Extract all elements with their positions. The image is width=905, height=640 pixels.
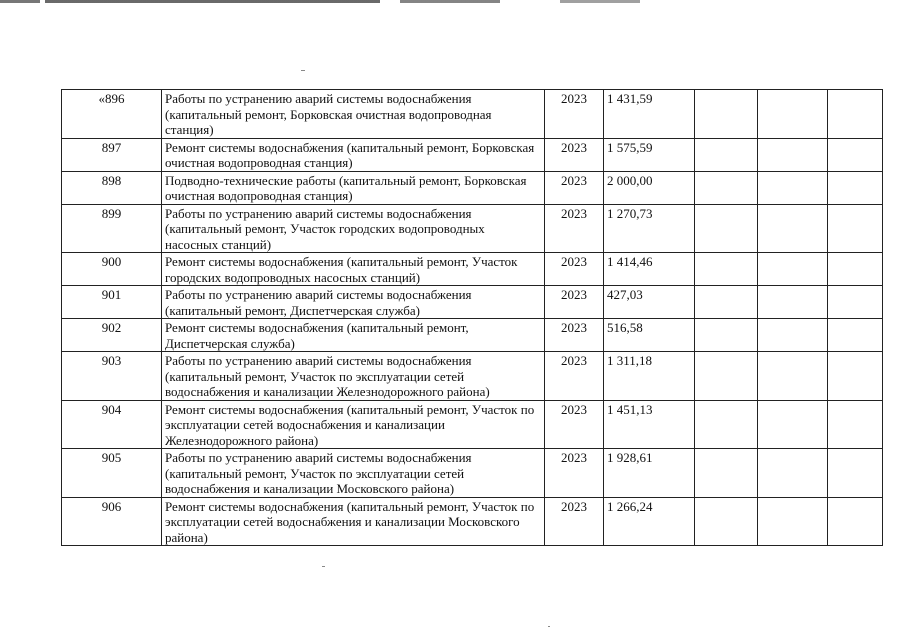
row-number: 905 bbox=[62, 449, 162, 498]
work-description: Работы по устранению аварий системы водоснабжения (капитальный ремонт, Борковская очистная водопроводная станция) bbox=[162, 90, 545, 139]
empty-cell bbox=[758, 352, 828, 401]
year-cell: 2023 bbox=[545, 90, 604, 139]
table-body bbox=[62, 90, 883, 546]
table-row bbox=[62, 204, 883, 253]
amount-cell: 1 928,61 bbox=[604, 449, 695, 498]
table-row bbox=[62, 352, 883, 401]
row-number: 902 bbox=[62, 319, 162, 352]
table-row bbox=[62, 449, 883, 498]
year-cell: 2023 bbox=[545, 204, 604, 253]
empty-cell bbox=[828, 171, 883, 204]
empty-cell bbox=[758, 204, 828, 253]
year-cell: 2023 bbox=[545, 171, 604, 204]
empty-cell bbox=[695, 319, 758, 352]
work-description: Работы по устранению аварий системы водоснабжения (капитальный ремонт, Диспетчерская служба) bbox=[162, 286, 545, 319]
empty-cell bbox=[695, 138, 758, 171]
year-cell: 2023 bbox=[545, 253, 604, 286]
amount-cell: 2 000,00 bbox=[604, 171, 695, 204]
empty-cell bbox=[828, 400, 883, 449]
work-description: Ремонт системы водоснабжения (капитальный ремонт, Борковская очистная водопроводная станция) bbox=[162, 138, 545, 171]
table-row bbox=[62, 319, 883, 352]
empty-cell bbox=[828, 286, 883, 319]
row-number: 906 bbox=[62, 497, 162, 546]
work-description: Работы по устранению аварий системы водоснабжения (капитальный ремонт, Участок по эксплуатации сетей водоснабжения и канализации Железнодорожного района) bbox=[162, 352, 545, 401]
amount-cell: 516,58 bbox=[604, 319, 695, 352]
scan-speck bbox=[322, 566, 325, 567]
empty-cell bbox=[758, 319, 828, 352]
table-row bbox=[62, 253, 883, 286]
year-cell: 2023 bbox=[545, 352, 604, 401]
row-number: 899 bbox=[62, 204, 162, 253]
work-description: Ремонт системы водоснабжения (капитальный ремонт, Участок городских водопроводных насосных станций) bbox=[162, 253, 545, 286]
work-description: Работы по устранению аварий системы водоснабжения (капитальный ремонт, Участок по эксплуатации сетей водоснабжения и канализации Московского района) bbox=[162, 449, 545, 498]
work-description: Подводно-технические работы (капитальный ремонт, Борковская очистная водопроводная станция) bbox=[162, 171, 545, 204]
row-number: 903 bbox=[62, 352, 162, 401]
row-number: 901 bbox=[62, 286, 162, 319]
empty-cell bbox=[695, 352, 758, 401]
year-cell: 2023 bbox=[545, 400, 604, 449]
table-row bbox=[62, 138, 883, 171]
empty-cell bbox=[695, 204, 758, 253]
year-cell: 2023 bbox=[545, 319, 604, 352]
empty-cell bbox=[758, 497, 828, 546]
work-description: Ремонт системы водоснабжения (капитальный ремонт, Диспетчерская служба) bbox=[162, 319, 545, 352]
row-number: 897 bbox=[62, 138, 162, 171]
empty-cell bbox=[828, 449, 883, 498]
empty-cell bbox=[758, 286, 828, 319]
empty-cell bbox=[758, 90, 828, 139]
work-description: Ремонт системы водоснабжения (капитальный ремонт, Участок по эксплуатации сетей водоснабжения и канализации Железнодорожного района) bbox=[162, 400, 545, 449]
empty-cell bbox=[758, 138, 828, 171]
table-row bbox=[62, 171, 883, 204]
empty-cell bbox=[828, 352, 883, 401]
scan-edge-line bbox=[0, 0, 905, 3]
row-number: 904 bbox=[62, 400, 162, 449]
year-cell: 2023 bbox=[545, 286, 604, 319]
table-row bbox=[62, 90, 883, 139]
empty-cell bbox=[695, 253, 758, 286]
empty-cell bbox=[695, 171, 758, 204]
empty-cell bbox=[828, 319, 883, 352]
scan-speck bbox=[548, 626, 550, 627]
table-row bbox=[62, 400, 883, 449]
empty-cell bbox=[695, 497, 758, 546]
empty-cell bbox=[758, 449, 828, 498]
year-cell: 2023 bbox=[545, 138, 604, 171]
empty-cell bbox=[828, 253, 883, 286]
table-row bbox=[62, 286, 883, 319]
year-cell: 2023 bbox=[545, 497, 604, 546]
amount-cell: 1 414,46 bbox=[604, 253, 695, 286]
empty-cell bbox=[695, 286, 758, 319]
empty-cell bbox=[828, 90, 883, 139]
amount-cell: 1 266,24 bbox=[604, 497, 695, 546]
work-description: Ремонт системы водоснабжения (капитальный ремонт, Участок по эксплуатации сетей водоснабжения и канализации Московского района) bbox=[162, 497, 545, 546]
amount-cell: 1 311,18 bbox=[604, 352, 695, 401]
row-number: 898 bbox=[62, 171, 162, 204]
amount-cell: 1 575,59 bbox=[604, 138, 695, 171]
empty-cell bbox=[828, 204, 883, 253]
row-number: 900 bbox=[62, 253, 162, 286]
empty-cell bbox=[758, 253, 828, 286]
amount-cell: 1 270,73 bbox=[604, 204, 695, 253]
empty-cell bbox=[758, 400, 828, 449]
empty-cell bbox=[695, 449, 758, 498]
amount-cell: 427,03 bbox=[604, 286, 695, 319]
year-cell: 2023 bbox=[545, 449, 604, 498]
work-description: Работы по устранению аварий системы водоснабжения (капитальный ремонт, Участок городских водопроводных насосных станций) bbox=[162, 204, 545, 253]
table-row bbox=[62, 497, 883, 546]
empty-cell bbox=[695, 90, 758, 139]
amount-cell: 1 431,59 bbox=[604, 90, 695, 139]
works-table bbox=[61, 89, 883, 546]
empty-cell bbox=[828, 138, 883, 171]
empty-cell bbox=[695, 400, 758, 449]
amount-cell: 1 451,13 bbox=[604, 400, 695, 449]
empty-cell bbox=[828, 497, 883, 546]
row-number: «896 bbox=[62, 90, 162, 139]
scan-speck bbox=[301, 70, 305, 71]
empty-cell bbox=[758, 171, 828, 204]
